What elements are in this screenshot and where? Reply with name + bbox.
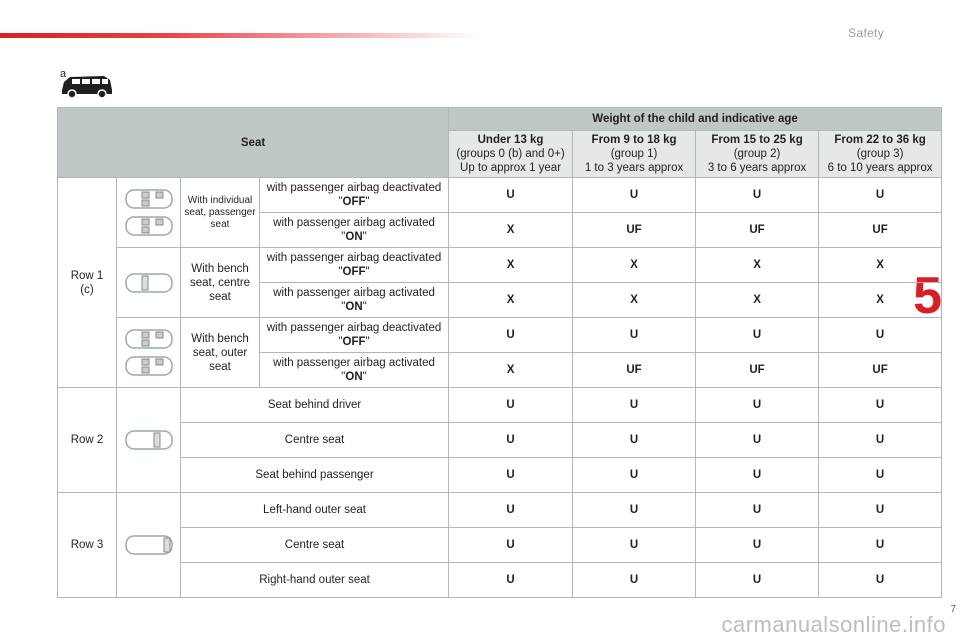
table-cell: U — [449, 318, 573, 353]
row-label: Row 3 — [58, 493, 117, 598]
table-cell: UF — [696, 213, 819, 248]
car-seat-icon — [124, 187, 174, 211]
weight-header: Weight of the child and indicative age — [449, 108, 942, 131]
van-icon — [58, 72, 114, 100]
seat-position-icons — [117, 178, 181, 248]
table-cell: X — [573, 248, 696, 283]
group-header: From 22 to 36 kg (group 3) 6 to 10 years approx — [819, 131, 942, 178]
table-cell: U — [696, 563, 819, 598]
table-cell: U — [573, 493, 696, 528]
watermark: carmanualsonline.info — [721, 612, 946, 637]
table-cell: U — [573, 423, 696, 458]
table-cell: U — [449, 458, 573, 493]
table-cell: U — [449, 423, 573, 458]
table-cell: U — [573, 318, 696, 353]
table-cell: U — [696, 458, 819, 493]
seat-position-icons — [117, 248, 181, 318]
seat-position-icons — [117, 318, 181, 388]
table-cell: X — [696, 283, 819, 318]
airbag-condition: with passenger airbag activated "ON" — [260, 283, 449, 318]
table-cell: U — [819, 493, 942, 528]
table-cell: X — [449, 213, 573, 248]
airbag-condition: with passenger airbag deactivated "OFF" — [260, 318, 449, 353]
seat-position-icons — [117, 493, 181, 598]
car-seat-icon — [124, 271, 174, 295]
table-cell: U — [819, 458, 942, 493]
group-header: From 9 to 18 kg (group 1) 1 to 3 years approx — [573, 131, 696, 178]
header-accent-bar — [0, 33, 480, 38]
airbag-condition: with passenger airbag deactivated "OFF" — [260, 248, 449, 283]
table-cell: U — [573, 458, 696, 493]
seat-type-label: With individual seat, passenger seat — [181, 178, 260, 248]
table-cell: U — [819, 388, 942, 423]
table-cell: X — [573, 283, 696, 318]
seat-position: Centre seat — [181, 423, 449, 458]
airbag-condition: with passenger airbag deactivated "OFF" — [260, 178, 449, 213]
seat-position: Right-hand outer seat — [181, 563, 449, 598]
table-cell: U — [696, 318, 819, 353]
table-cell: U — [449, 493, 573, 528]
car-seat-icon — [124, 214, 174, 238]
seat-position: Seat behind driver — [181, 388, 449, 423]
seat-position: Left-hand outer seat — [181, 493, 449, 528]
page-number: 7 — [950, 604, 956, 615]
table-cell: X — [696, 248, 819, 283]
group-header: Under 13 kg (groups 0 (b) and 0+) Up to approx 1 year — [449, 131, 573, 178]
row-label: Row 2 — [58, 388, 117, 493]
table-cell: UF — [573, 213, 696, 248]
table-cell: U — [696, 388, 819, 423]
seat-header: Seat — [58, 108, 449, 178]
table-cell: U — [573, 388, 696, 423]
table-cell: U — [819, 178, 942, 213]
seat-position: Centre seat — [181, 528, 449, 563]
table-cell: X — [819, 248, 942, 283]
table-cell: U — [696, 528, 819, 563]
table-cell: U — [696, 178, 819, 213]
table-cell: U — [696, 423, 819, 458]
table-cell: UF — [819, 213, 942, 248]
table-cell: X — [449, 283, 573, 318]
table-cell: X — [449, 248, 573, 283]
seat-position-icons — [117, 388, 181, 493]
car-seat-icon — [124, 533, 174, 557]
child-seat-table — [57, 107, 942, 598]
car-seat-icon — [124, 327, 174, 351]
vehicle-marker-letter: a — [60, 68, 67, 80]
group-header: From 15 to 25 kg (group 2) 3 to 6 years approx — [696, 131, 819, 178]
table-cell: UF — [696, 353, 819, 388]
car-seat-icon — [124, 428, 174, 452]
vehicle-marker — [56, 68, 116, 100]
seat-position: Seat behind passenger — [181, 458, 449, 493]
table-cell: U — [819, 528, 942, 563]
car-seat-icon — [124, 354, 174, 378]
table-cell: U — [573, 528, 696, 563]
seat-type-label: With bench seat, centre seat — [181, 248, 260, 318]
table-cell: U — [573, 563, 696, 598]
table-cell: U — [696, 493, 819, 528]
table-cell: X — [449, 353, 573, 388]
table-cell: U — [819, 318, 942, 353]
table-cell: U — [449, 388, 573, 423]
airbag-condition: with passenger airbag activated "ON" — [260, 213, 449, 248]
table-cell: U — [449, 528, 573, 563]
table-cell: U — [449, 563, 573, 598]
table-cell: U — [819, 423, 942, 458]
section-title: Safety — [848, 26, 884, 40]
row-label: Row 1 (c) — [58, 178, 117, 388]
chapter-number: 5 — [913, 267, 942, 325]
table-cell: UF — [573, 353, 696, 388]
airbag-condition: with passenger airbag activated "ON" — [260, 353, 449, 388]
seat-type-label: With bench seat, outer seat — [181, 318, 260, 388]
table-cell: U — [819, 563, 942, 598]
table-cell: UF — [819, 353, 942, 388]
table-cell: U — [449, 178, 573, 213]
table-cell: X — [819, 283, 942, 318]
table-cell: U — [573, 178, 696, 213]
